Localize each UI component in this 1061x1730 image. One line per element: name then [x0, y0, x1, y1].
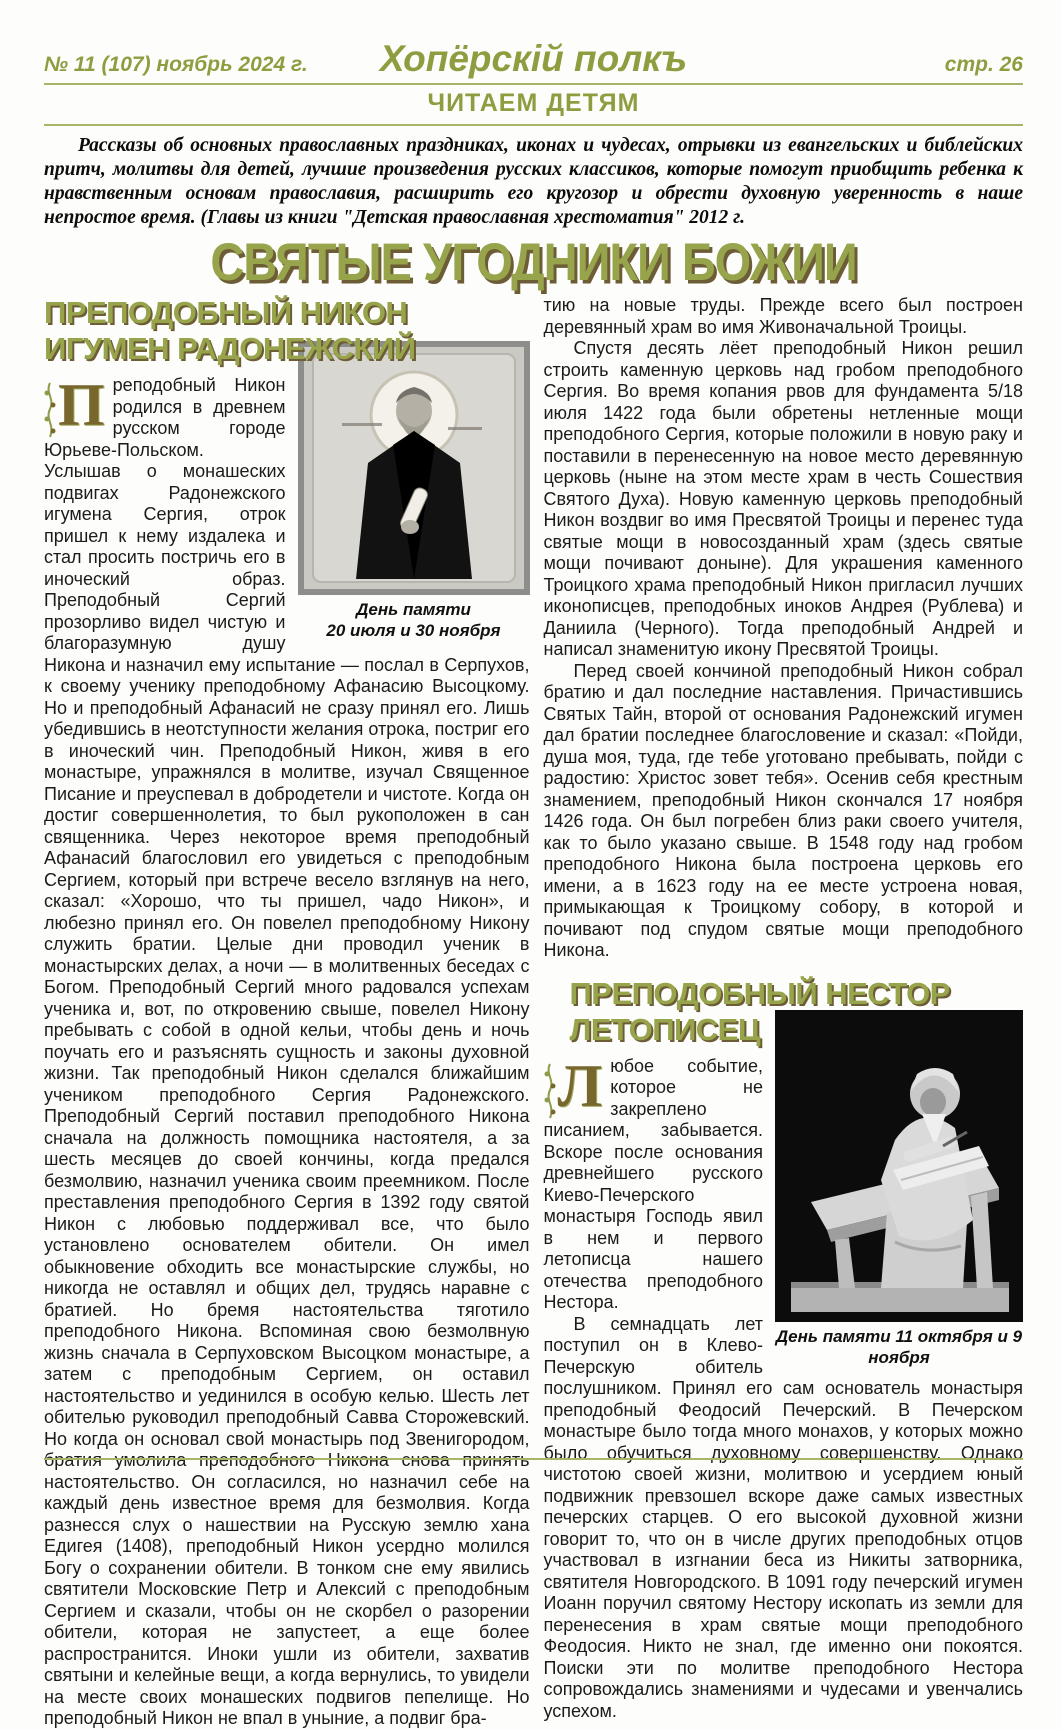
dropcap-nestor: Л — [544, 1060, 603, 1120]
article-columns — [44, 295, 1023, 1730]
footer-rule — [44, 1458, 1023, 1460]
nikon-icon-image — [298, 341, 530, 595]
left-column — [44, 295, 530, 1730]
article-nikon-continuation-1: тию на новые труды. Прежде всего был построен деревянный храм во имя Живоначальной Троицы. — [543, 295, 1023, 337]
main-headline: СВЯТЫЕ УГОДНИКИ БОЖИИ — [210, 231, 857, 292]
article-nikon-body: П реподобный Никон родился в древнем русском городе Юрьеве-Польском. Услышав о монашеских подвигах Радонежского игумена Сергия, отрок пришел к нему издалека и стал просить постричь его в иноческий образ. Преподобный Сергий прозорливо видел чистую и благоразумную душу Никона и назначил ему испытание — послал в Серпухов, к своему ученику преподобному Афанасию Высоцкому. Но и преподобный Афанасий не сразу принял его. Лишь убедившись в неотступности желания отрока, постриг его в иноческий чин. Преподобный Никон, живя в его монастыре, упражнялся в молитве, изучал Священное Писание и преуспевал в добродетели и чистоте. Когда он достиг совершеннолетия, то был рукоположен в сан священника. Через некоторое время преподобный Афанасий благословил его увидеться с преподобным Сергием, который при встрече весело взглянув на него, сказал: «Хорошо, что ты пришел, чадо Никон», и любезно принял его. Он повелел преподобному Никону служить братии. Целые дни проводил ученик в монастырских делах, а ночи — в молитвенных беседах с Богом. Преподобный Сергий много радовался успехам ученика и, вот, по откровению свыше, повелел Никону пребывать с собой в одной кельи, чтобы день и ночь поучать его и разъяснять сущность и законы духовной жизни. Так преподобный Никон сделался ближайшим учеником преподобного Сергия Радонежского. Преподобный Сергий поставил преподобного Никона сначала на должность помощника настоятеля, а за шесть месяцев до своей кончины, когда предался безмолвию, назначил ученика своим преемником. После преставления преподобного Сергия в 1392 году святой Никон с любовью поддерживал все, что было установлено основателем обители. Он имел обыкновение обходить все монастырские службы, но никогда не оставлял и общих дел, трудясь наравне с братией. Но бремя настоятельства тяготило преподобного Никона. Вспоминая свою безмолвную жизнь сначала в Серпуховском Высоцком монастыре, а затем с преподобным Сергием, он оставил настоятельство и уединился в особую келью. Шесть лет обителью руководил преподобный Савва Сторожевский. Но когда он основал свой монастырь под Звенигородом, братия умолила преподобного Никона снова принять настоятельство. Он согласился, но назначил себе на каждый день известное время для безмолвия. Когда разнесся слух о нашествии на Русскую землю хана Едигея (1408), преподобный Никон усердно молился Богу о сохранении обители. В тонком сне ему явились святители Московские Петр и Алексий с преподобным Сергием и сказали, чтобы он не скорбел о разорении обители, которая не запустеет, а еще более распространится. Иноки ушли из обители, захватив святыни и келейные вещи, а когда вернулись, то увидели на месте своих монашеских подвигов пепелище. Но преподобный Никон не впал в уныние, а подвиг бра- — [44, 372, 530, 1728]
article-nikon-continuation-2: Спустя десять лёет преподобный Никон решил строить каменную церковь над гробом преподобного Сергия. Во время копания рвов для фундамента 5/18 июля 1422 года были обретены нетленные мощи преподобного Сергия, которые положили в новую раку и поставили в перенесенную на новое место деревянную церковь (ныне на этом месте храм в честь Сошествия Святого Духа). Новую каменную церковь преподобный Никон воздвиг во имя Пресвятой Троицы и перенес туда святые мощи в новосозданный храм (здесь святые мощи почивают доныне). Для украшения каменного Троицкого храма преподобный Никон пригласил лучших иконописцев, преподобных иноков Андрея (Рублева) и Даниила (Черного). Тогда преподобный Андрей и написал знаменитую икону Пресвятой Троицы. — [543, 338, 1023, 659]
article-nikon-continuation-3: Перед своей кончиной преподобный Никон собрал братию и дал последние наставления. Причастившись Святых Тайн, второй от основания Радонежский игумен дал братии последнее благословение и сказал: «Пойди, душа моя, туда, где тебе уготовано пребывать, пойди с радостию: Христос зовет тебя». Осенив себя крестным знамением, преподобный Никон скончался 17 ноября 1426 года. Он был погребен близ раки своего учителя, как то было указано свыше. В 1548 году над гробом преподобного Никона была построена церковь его имени, а в 1623 году на ее месте устроена новая, примыкающая к Троицкому собору, в которой и почивают под спудом святые мощи преподобного Никона. — [543, 660, 1023, 960]
intro-paragraph: Рассказы об основных православных праздниках, иконах и чудесах, отрывки из евангельских и библейских притч, молитвы для детей, лучшие произведения русских классиков, которые помогут приобщить ребенка к нравственным основам православия, расширить его кругозор и обрести духовную уверенность в наше непростое время. (Главы из книги "Детская православная хрестоматия" 2012 г. — [44, 135, 1023, 228]
nikon-figure-caption: День памяти 20 июля и 30 ноября — [326, 600, 501, 640]
page-number: стр. 26 — [944, 53, 1023, 76]
header-rule-top — [44, 83, 1023, 85]
right-column — [544, 295, 1024, 1730]
newspaper-title: Хопёрскій полкъ — [379, 38, 688, 79]
masthead — [44, 40, 1023, 77]
article-nestor-p2: В семнадцать лет поступил он в Клево-Печерскую обитель послушником. Принял его сам основатель монастыря преподобный Феодосий Печерский. В Печерском монастыре было тогда много монахов, у которых можно было обучиться духовному совершенству. Однако чистотою своей жизни, молитвою и усердием юный подвижник превзошел вскоре даже самых известных печерских старцев. О его высокой духовной жизни говорит то, что он в числе других преподобных отцов участвовал в изгнании беса из Никиты затворника, святителя Новгородского. В 1091 году печерский игумен Иоанн поручил святому Нестору ископать из земли для перенесения в храм святые мощи преподобного Феодосия. Никто не знал, где именно они покоятся. Поиски эти по молитве преподобного Нестора сопровождались знамениями и чудесами и увенчались успехом. — [543, 1313, 1023, 1721]
issue-number: № 11 (107) ноябрь 2024 г. — [44, 53, 308, 76]
section-title: ЧИТАЕМ ДЕТЯМ — [427, 89, 640, 117]
nestor-statue-photo — [775, 1010, 1023, 1322]
article-nikon-title: ПРЕПОДОБНЫЙ НИКОН ИГУМЕН РАДОНЕЖСКИЙ — [44, 295, 416, 366]
article-nestor-title: ПРЕПОДОБНЫЙ НЕСТОР ЛЕТОПИСЕЦ — [569, 975, 950, 1047]
dropcap-vine-ornament — [544, 1062, 556, 1120]
header-rule-bottom — [44, 124, 1023, 126]
dropcap-nikon: П — [44, 379, 105, 439]
dropcap-vine-ornament — [44, 381, 56, 439]
article-nestor-p1: Л юбое событие, которое не закреплено писанием, забывается. Вскоре после основания древнейшего русского Киево-Печерского монастыря Господь явил в нем и первого летописца нашего отечества преподобного Нестора. — [543, 1052, 763, 1312]
nestor-photo-figure — [775, 1010, 1023, 1368]
nikon-icon-figure — [298, 341, 530, 641]
nestor-figure-caption: День памяти 11 октября и 9 ноября — [775, 1326, 1023, 1367]
